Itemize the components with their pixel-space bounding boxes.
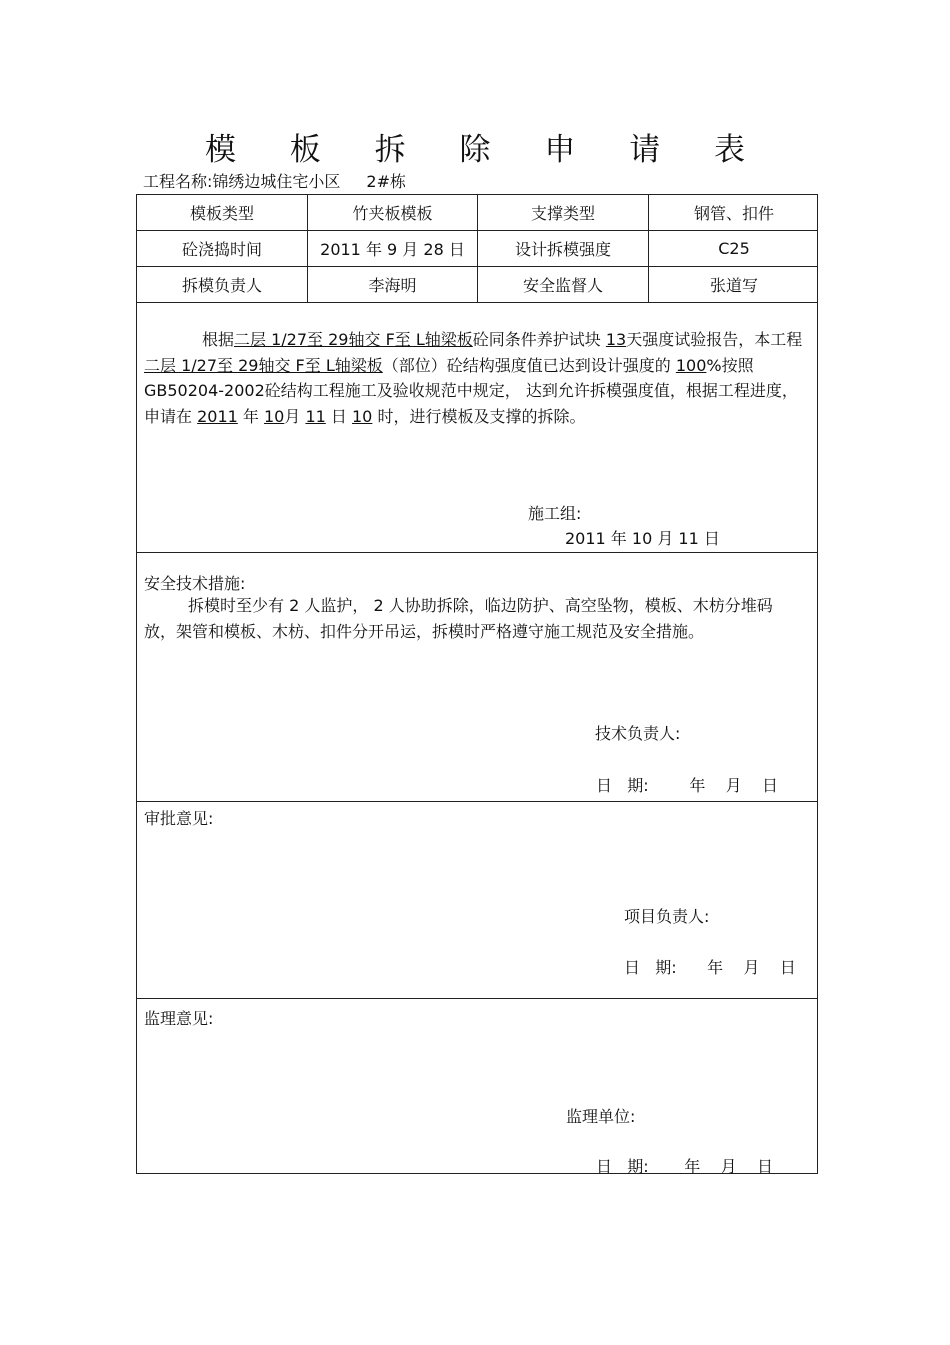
approval-section [137, 802, 817, 999]
safety-section [137, 553, 817, 802]
tech-lead-label: 技术负责人: [595, 724, 681, 743]
project-name: 锦绣边城住宅小区 [212, 172, 341, 191]
info-cell-value: 李海明 [308, 267, 478, 302]
application-section [137, 303, 817, 553]
info-cell-value: 钢管、扣件 [693, 204, 774, 223]
supervision-section [137, 999, 817, 1175]
info-cell-label: 安全监督人 [478, 267, 649, 302]
safety-heading: 安全技术措施: [144, 574, 246, 593]
application-text: 根据二层 1/27至 29轴交 F至 L轴梁板砼同条件养护试块 13天强度试验报告，本工程二层 1/27至 29轴交 F至 L轴梁板（部位）砼结构强度值已达到设计强度的 100%按照 GB50204-2002砼结构工程施工及验收规范中规定， 达到允许拆模强度值，根据工程进度，申请在 2011 年 10月 11 日 10 时，进行模板及支撑的拆除。 [144, 330, 803, 426]
info-cell-value: 竹夹板模板 [308, 195, 478, 230]
info-cell-label: 设计拆模强度 [478, 231, 649, 266]
supervision-unit-label: 监理单位: [566, 1107, 636, 1126]
info-row-formwork [137, 195, 817, 231]
info-row-responsible [137, 267, 817, 303]
project-line [143, 169, 406, 192]
info-cell-label: 模板类型 [137, 195, 308, 230]
application-form [136, 194, 818, 1174]
info-row-pour-time [137, 231, 817, 267]
construction-group-label: 施工组: [528, 504, 582, 523]
approval-heading: 审批意见: [144, 809, 214, 828]
project-building: 2#栋 [366, 172, 407, 191]
info-cell-label: 砼浇捣时间 [137, 231, 308, 266]
page-title: 模 板 拆 除 申 请 表 [204, 132, 768, 168]
safety-text: 拆模时至少有 2 人监护， 2 人协助拆除，临边防护、高空坠物，模板、木枋分堆码放，架管和模板、木枋、扣件分开吊运，拆模时严格遵守施工规范及安全措施。 [144, 596, 773, 641]
approval-date-label: 日 期: 年 月 日 [624, 958, 796, 977]
info-cell-label: 拆模负责人 [137, 267, 308, 302]
info-cell-label: 支撑类型 [478, 195, 649, 230]
project-name-label: 工程名称: [143, 172, 213, 191]
info-cell-value: 张道写 [709, 276, 758, 295]
safety-date-label: 日 期: 年 月 日 [596, 776, 779, 795]
supervision-heading: 监理意见: [144, 1009, 214, 1028]
info-cell-value: C25 [718, 239, 750, 258]
supervision-date-label: 日 期: 年 月 日 [596, 1157, 773, 1176]
project-lead-label: 项目负责人: [624, 907, 710, 926]
info-cell-value: 2011 年 9 月 28 日 [308, 231, 478, 266]
application-date: 2011 年 10 月 11 日 [565, 529, 720, 548]
